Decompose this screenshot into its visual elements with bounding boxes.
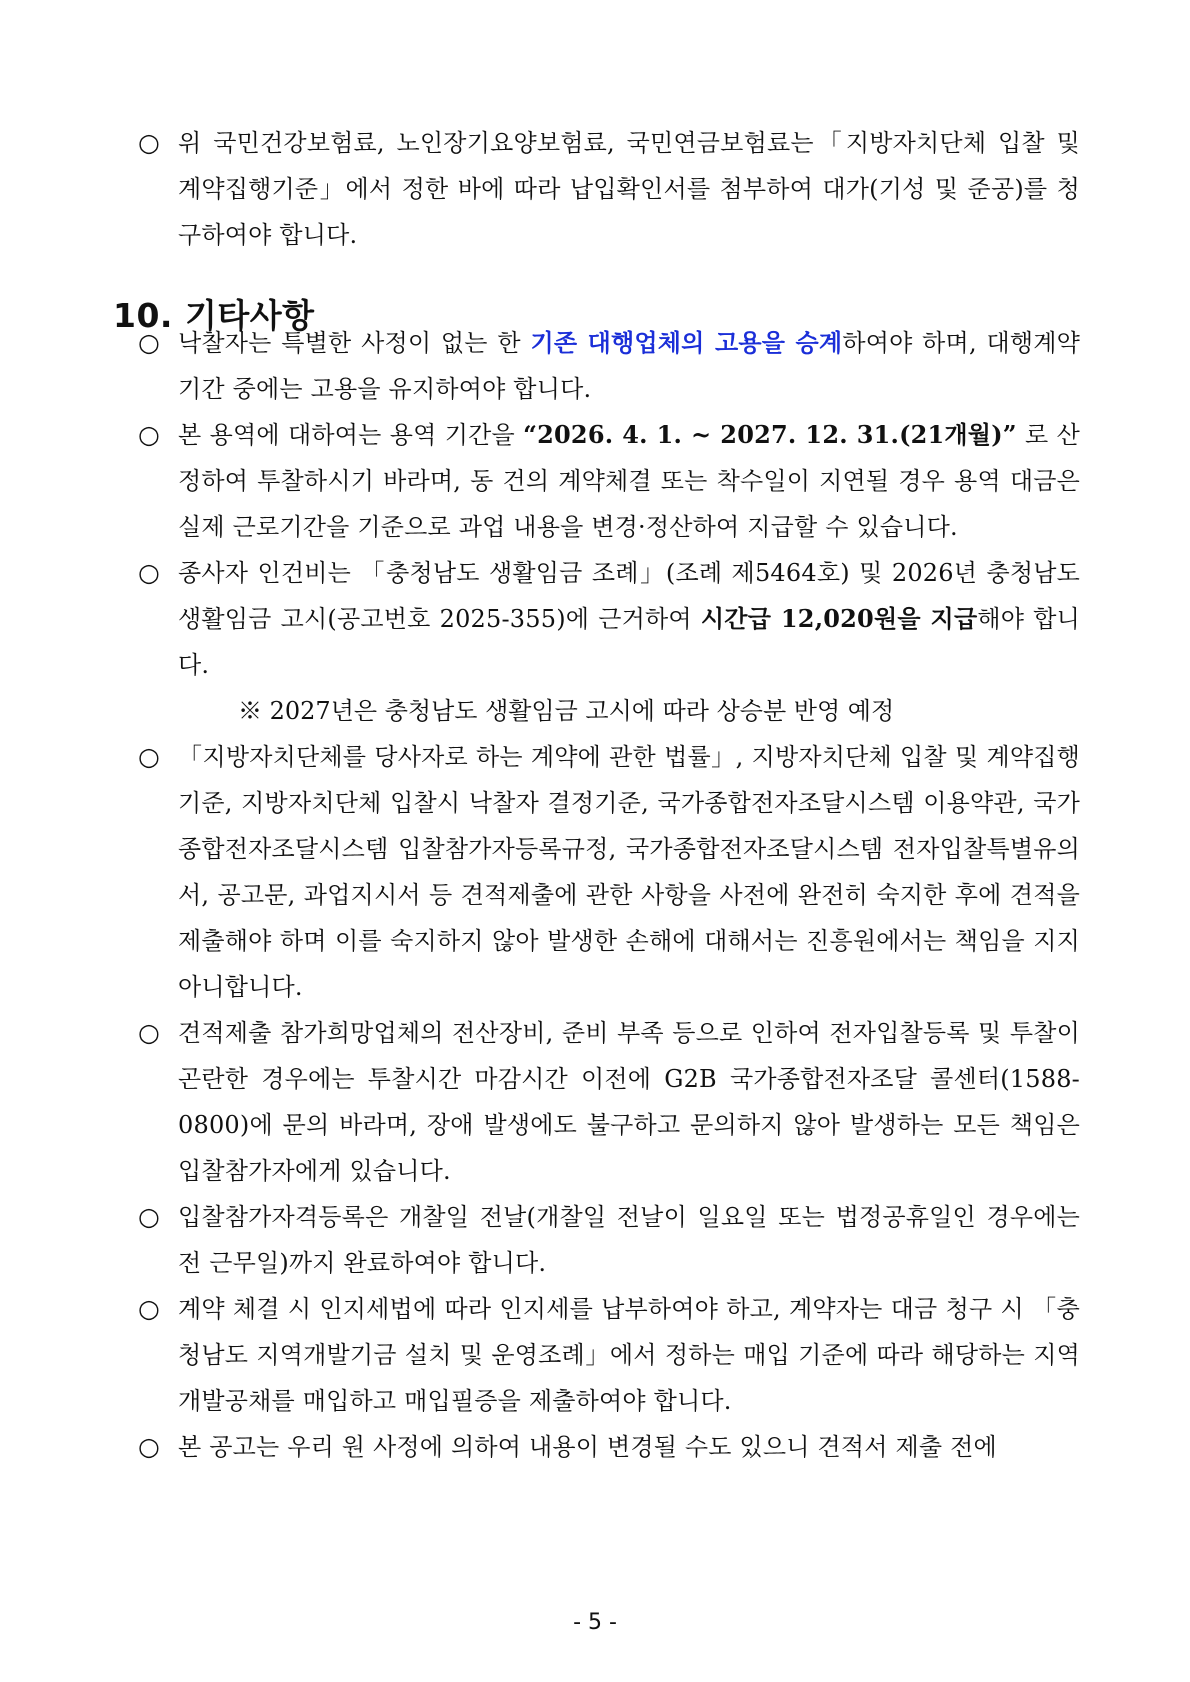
list-item [138, 734, 1080, 1010]
list-item [138, 120, 1080, 258]
circle-bullet: ○ [138, 1202, 160, 1231]
item-text-part: 종사자 인건비는 「충청남도 생활임금 조례」(조례 제5464호) 및 2026년 충청남도 생활임금 고시(공고번호 2025-355)에 근거하여 [178, 559, 1080, 633]
list-item [138, 1424, 1080, 1470]
list-item [138, 320, 1080, 412]
item-text-part: 해야 합니다. [178, 605, 1080, 679]
list-item [138, 1194, 1080, 1286]
item-text [178, 320, 1080, 412]
item-text [178, 550, 1080, 688]
intro-paragraph [138, 120, 1080, 258]
circle-bullet: ○ [138, 742, 160, 771]
circle-bullet: ○ [138, 1294, 160, 1323]
circle-bullet: ○ [138, 1018, 160, 1047]
circle-bullet: ○ [138, 1432, 160, 1461]
item-text-part: 하여야 하며, 대행계약기간 중에는 고용을 유지하여야 합니다. [178, 329, 1080, 403]
intro-text: 위 국민건강보험료, 노인장기요양보험료, 국민연금보험료는「지방자치단체 입찰 및 계약집행기준」에서 정한 바에 따라 납입확인서를 첨부하여 대가(기성 및 준공)를 청구하여야 합니다. [178, 129, 1080, 249]
item-text: 「지방자치단체를 당사자로 하는 계약에 관한 법률」, 지방자치단체 입찰 및 계약집행기준, 지방자치단체 입찰시 낙찰자 결정기준, 국가종합전자조달시스템 이용약관, 국가종합전자조달시스템 입찰참가자등록규정, 국가종합전자조달시스템 전자입찰특별유의서, 공고문, 과업지시서 등 견적제출에 관한 사항을 사전에 완전히 숙지한 후에 견적을 제출해야 하며 이를 숙지하지 않아 발생한 손해에 대해서는 진흥원에서는 책임을 지지 아니합니다. [178, 743, 1080, 1001]
item-text: 입찰참가자격등록은 개찰일 전날(개찰일 전날이 일요일 또는 법정공휴일인 경우에는 전 근무일)까지 완료하여야 합니다. [178, 1203, 1080, 1277]
list-item [138, 1010, 1080, 1194]
list-item [138, 550, 1080, 734]
section-list [138, 320, 1080, 1470]
item-text: 본 공고는 우리 원 사정에 의하여 내용이 변경될 수도 있으니 견적서 제출 전에 [178, 1433, 997, 1461]
list-item [138, 412, 1080, 550]
item-text [178, 412, 1080, 550]
page-number: - 5 - [573, 1610, 617, 1635]
section-heading: 10. 기타사항 [113, 296, 315, 335]
circle-bullet: ○ [138, 558, 160, 587]
highlight-text: 시간급 12,020원을 지급 [700, 604, 978, 633]
item-text-part: 본 용역에 대하여는 용역 기간을 [178, 421, 524, 449]
list-item [138, 1286, 1080, 1424]
item-text-part: 낙찰자는 특별한 사정이 없는 한 [178, 329, 531, 357]
highlight-text: “2026. 4. 1. ~ 2027. 12. 31.(21개월)” [523, 420, 1017, 449]
circle-bullet: ○ [138, 328, 160, 357]
item-text: 계약 체결 시 인지세법에 따라 인지세를 납부하여야 하고, 계약자는 대금 청구 시 「충청남도 지역개발기금 설치 및 운영조례」에서 정하는 매입 기준에 따라 해당하는 지역개발공채를 매입하고 매입필증을 제출하여야 합니다. [178, 1295, 1080, 1415]
circle-bullet: ○ [138, 420, 160, 449]
item-text-part: 로 산정하여 투찰하시기 바라며, 동 건의 계약체결 또는 착수일이 지연될 경우 용역 대금은 실제 근로기간을 기준으로 과업 내용을 변경·정산하여 지급할 수 있습니다. [178, 421, 1080, 541]
item-text: 견적제출 참가희망업체의 전산장비, 준비 부족 등으로 인하여 전자입찰등록 및 투찰이 곤란한 경우에는 투찰시간 마감시간 이전에 G2B 국가종합전자조달 콜센터(1588-0800)에 문의 바라며, 장애 발생에도 불구하고 문의하지 않아 발생하는 모든 책임은 입찰참가자에게 있습니다. [178, 1019, 1080, 1185]
note-text: ※ 2027년은 충청남도 생활임금 고시에 따라 상승분 반영 예정 [238, 697, 895, 725]
circle-bullet: ○ [138, 128, 160, 157]
highlight-text: 기존 대행업체의 고용을 승계 [530, 328, 843, 357]
